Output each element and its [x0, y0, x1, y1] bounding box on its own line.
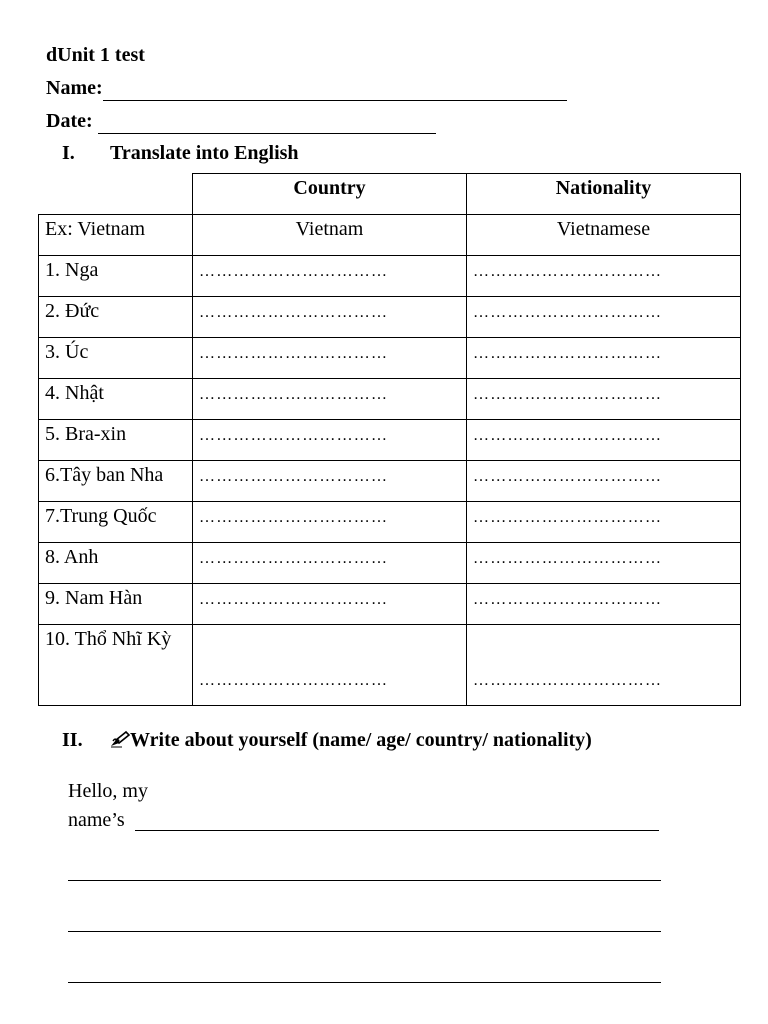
- example-nationality: Vietnamese: [467, 215, 741, 256]
- dotted-line: ……………………………: [473, 509, 663, 526]
- writing-prompt-line-1: Hello, my: [68, 780, 148, 802]
- dotted-line: ……………………………: [473, 672, 663, 689]
- dotted-line: ……………………………: [473, 591, 663, 608]
- country-answer-blank[interactable]: [193, 420, 467, 461]
- dotted-line: ……………………………: [199, 427, 389, 444]
- section-1-title: Translate into English: [110, 142, 299, 164]
- table-row: [39, 297, 741, 338]
- nationality-answer-blank[interactable]: [467, 338, 741, 379]
- country-answer-blank[interactable]: [193, 379, 467, 420]
- name-blank[interactable]: [103, 77, 567, 101]
- example-row: [39, 215, 741, 256]
- writing-hand-icon: [110, 730, 130, 748]
- column-header-nationality: Nationality: [467, 174, 741, 215]
- writing-line[interactable]: [68, 880, 661, 881]
- row-label: 10. Thổ Nhĩ Kỳ: [39, 625, 193, 706]
- table-row: [39, 543, 741, 584]
- dotted-line: ……………………………: [199, 345, 389, 362]
- dotted-line: ……………………………: [473, 386, 663, 403]
- section-1-number: I.: [62, 142, 75, 164]
- table-row: [39, 256, 741, 297]
- table-corner-cell: [39, 174, 193, 215]
- row-label: 2. Đức: [39, 297, 193, 338]
- dotted-line: ……………………………: [199, 509, 389, 526]
- dotted-line: ……………………………: [473, 468, 663, 485]
- column-header-country: Country: [193, 174, 467, 215]
- nationality-answer-blank[interactable]: [467, 420, 741, 461]
- table-row: [39, 420, 741, 461]
- country-answer-blank[interactable]: [193, 502, 467, 543]
- table-row: [39, 461, 741, 502]
- dotted-line: ……………………………: [473, 345, 663, 362]
- name-label: Name:: [46, 77, 103, 99]
- country-answer-blank[interactable]: [193, 461, 467, 502]
- country-answer-blank[interactable]: [193, 625, 467, 706]
- writing-line[interactable]: [68, 982, 661, 983]
- row-label: 6.Tây ban Nha: [39, 461, 193, 502]
- example-country: Vietnam: [193, 215, 467, 256]
- dotted-line: ……………………………: [473, 263, 663, 280]
- dotted-line: ……………………………: [199, 386, 389, 403]
- table-row: [39, 338, 741, 379]
- country-answer-blank[interactable]: [193, 584, 467, 625]
- date-row: [46, 110, 436, 134]
- section-2-number: II.: [62, 729, 83, 751]
- nationality-answer-blank[interactable]: [467, 543, 741, 584]
- nationality-answer-blank[interactable]: [467, 256, 741, 297]
- writing-prompt-line-2: name’s: [68, 809, 125, 831]
- dotted-line: ……………………………: [199, 550, 389, 567]
- nationality-answer-blank[interactable]: [467, 379, 741, 420]
- dotted-line: ……………………………: [473, 550, 663, 567]
- dotted-line: ……………………………: [199, 591, 389, 608]
- date-blank[interactable]: [98, 110, 436, 134]
- writing-line[interactable]: [68, 931, 661, 932]
- table-row: [39, 502, 741, 543]
- nationality-answer-blank[interactable]: [467, 502, 741, 543]
- row-label: 9. Nam Hàn: [39, 584, 193, 625]
- nationality-answer-blank[interactable]: [467, 297, 741, 338]
- nationality-answer-blank[interactable]: [467, 625, 741, 706]
- dotted-line: ……………………………: [473, 427, 663, 444]
- date-label: Date:: [46, 110, 93, 132]
- country-answer-blank[interactable]: [193, 543, 467, 584]
- dotted-line: ……………………………: [199, 263, 389, 280]
- example-label: Ex: Vietnam: [39, 215, 193, 256]
- country-answer-blank[interactable]: [193, 256, 467, 297]
- row-label: 4. Nhật: [39, 379, 193, 420]
- nationality-answer-blank[interactable]: [467, 461, 741, 502]
- row-label: 7.Trung Quốc: [39, 502, 193, 543]
- table-row: [39, 584, 741, 625]
- row-label: 3. Úc: [39, 338, 193, 379]
- dotted-line: ……………………………: [473, 304, 663, 321]
- nationality-answer-blank[interactable]: [467, 584, 741, 625]
- test-title: dUnit 1 test: [46, 44, 145, 66]
- country-answer-blank[interactable]: [193, 297, 467, 338]
- dotted-line: ……………………………: [199, 468, 389, 485]
- country-answer-blank[interactable]: [193, 338, 467, 379]
- row-label: 5. Bra-xin: [39, 420, 193, 461]
- table-row: [39, 625, 741, 706]
- dotted-line: ……………………………: [199, 304, 389, 321]
- name-row: [46, 77, 567, 101]
- section-2-title: Write about yourself (name/ age/ country/ nationality): [130, 729, 592, 751]
- row-label: 8. Anh: [39, 543, 193, 584]
- row-label: 1. Nga: [39, 256, 193, 297]
- translation-table: [38, 173, 741, 706]
- section-2-heading: [110, 729, 592, 752]
- dotted-line: ……………………………: [199, 672, 389, 689]
- table-row: [39, 379, 741, 420]
- writing-line[interactable]: [135, 830, 659, 831]
- table-header-row: [39, 174, 741, 215]
